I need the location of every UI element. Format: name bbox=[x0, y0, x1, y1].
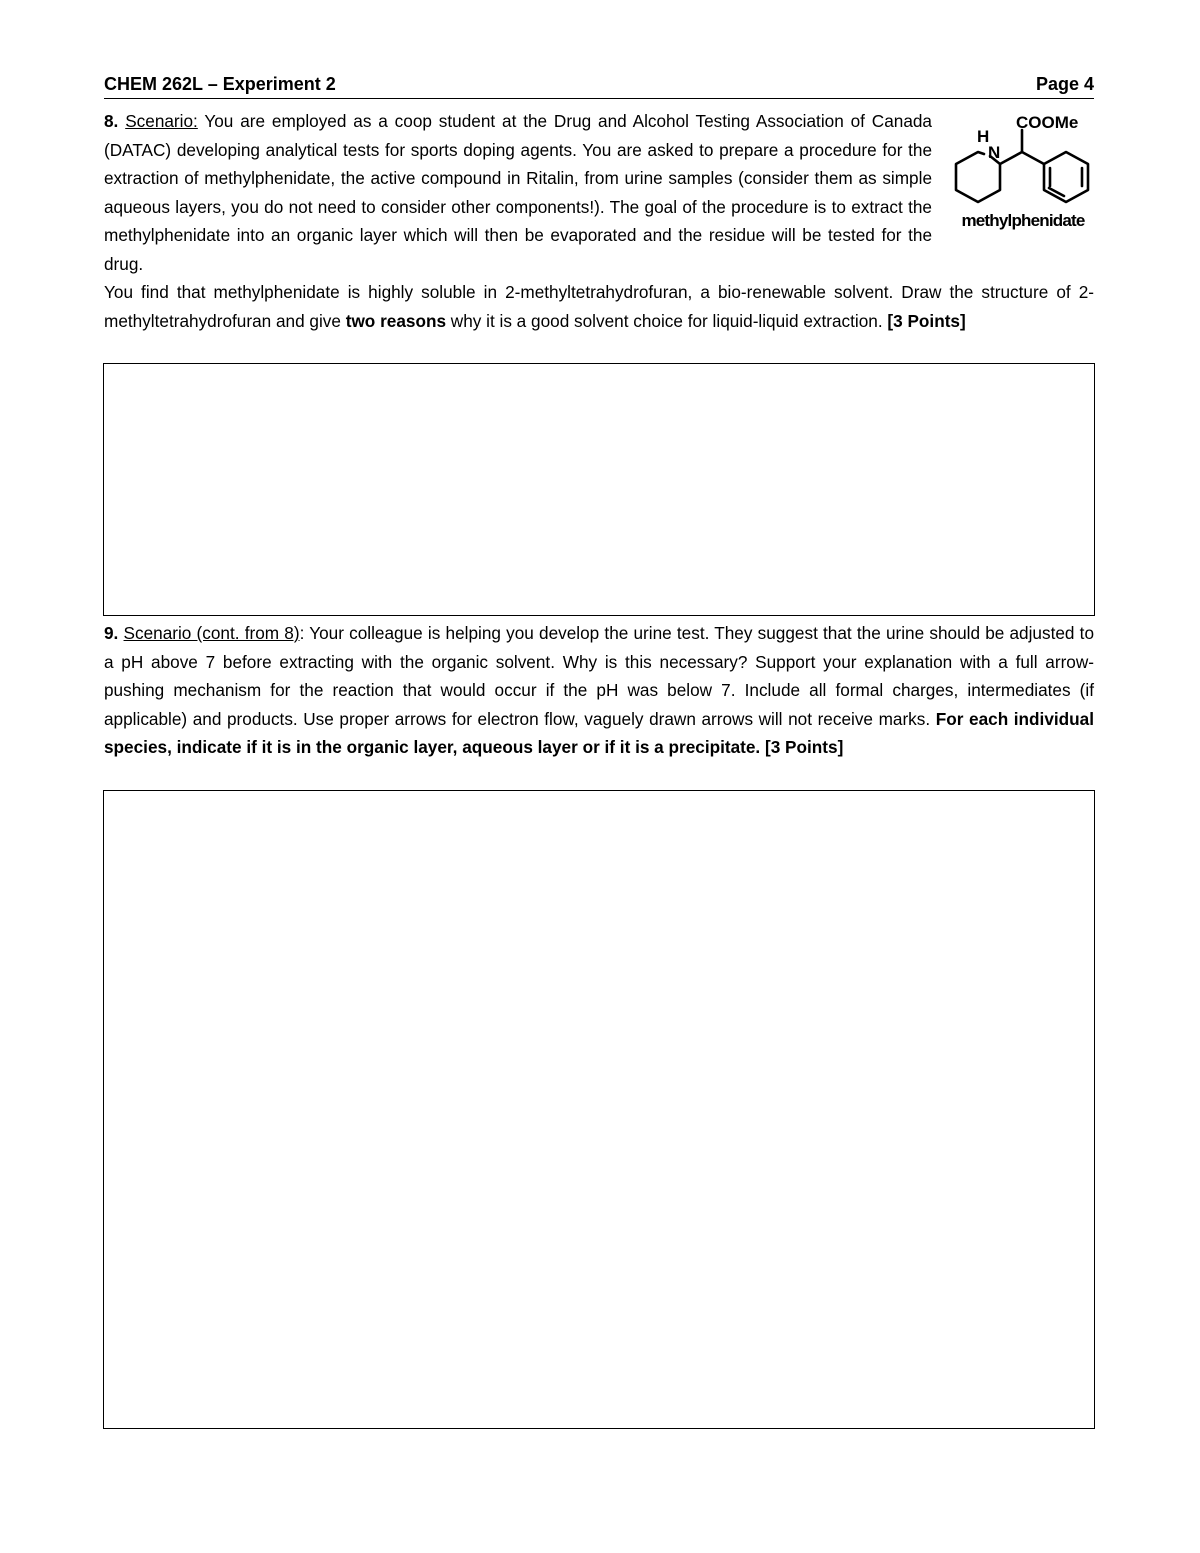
question-8-scenario bbox=[104, 107, 932, 279]
question-9-text: Your colleague is helping you develop the urine test. They suggest that the urine should be adjusted to a pH above 7 before extracting with the organic solvent. Why is this necessary? Support your explanation with a full arrow-pushing mechanism for the reaction that would occur if the pH was below 7. Include all formal charges, intermediates (if applicable) and products. Use proper arrows for electron flow, vaguely drawn arrows will not receive marks. bbox=[104, 623, 1095, 729]
question-9-answer-box[interactable] bbox=[103, 790, 1095, 1429]
methylphenidate-diagram bbox=[948, 108, 1098, 213]
question-8-prompt-bold: two reasons bbox=[345, 310, 447, 331]
question-9-bold-text: For each individual species, indicate if it is in the organic layer, aqueous layer or if it is a precipitate. bbox=[104, 708, 1094, 758]
question-8-number: 8. bbox=[104, 111, 119, 131]
page-number: Page 4 bbox=[1035, 74, 1094, 94]
nitrogen-label: N bbox=[988, 143, 1001, 162]
question-8-intro: You are employed as a coop student at the Drug and Alcohol Testing Association of Canada (DATAC) developing analytical tests for sports doping agents. You are asked to prepare a procedure for the extraction of methylphenidate, the active compound in Ritalin, from urine samples (consider them as simple aqueous layers, you do not need to consider other components!). The goal of the procedure is to extract the methylphenidate into an organic layer which will then be evaporated and the residue will be tested for the drug. bbox=[104, 111, 932, 274]
question-9-scenario bbox=[104, 619, 1094, 762]
question-8-prompt bbox=[104, 278, 1094, 335]
question-8-scenario-label: Scenario: bbox=[125, 111, 198, 131]
question-8-points: [3 Points] bbox=[887, 310, 966, 331]
question-8-prompt-end: why it is a good solvent choice for liquid-liquid extraction. bbox=[446, 310, 883, 331]
course-title: CHEM 262L – Experiment 2 bbox=[104, 74, 336, 94]
ester-label: COOMe bbox=[1016, 113, 1079, 132]
methylphenidate-structure bbox=[948, 108, 1098, 238]
question-9-number: 9. bbox=[104, 623, 119, 643]
question-8-answer-box[interactable] bbox=[103, 363, 1095, 616]
molecule-name: methylphenidate bbox=[961, 211, 1085, 230]
page-header bbox=[104, 72, 1094, 99]
question-9-colon: : bbox=[299, 623, 305, 643]
hydrogen-label: H bbox=[977, 127, 990, 146]
question-9-points: [3 Points] bbox=[765, 737, 844, 758]
question-8-prompt-start: You find that methylphenidate is highly soluble in 2-methyltetrahydrofuran, a bio-renewable solvent. Draw the structure of 2-methyltetrahydrofuran and give bbox=[104, 282, 1094, 331]
question-9-scenario-label: Scenario (cont. from 8) bbox=[123, 623, 300, 643]
